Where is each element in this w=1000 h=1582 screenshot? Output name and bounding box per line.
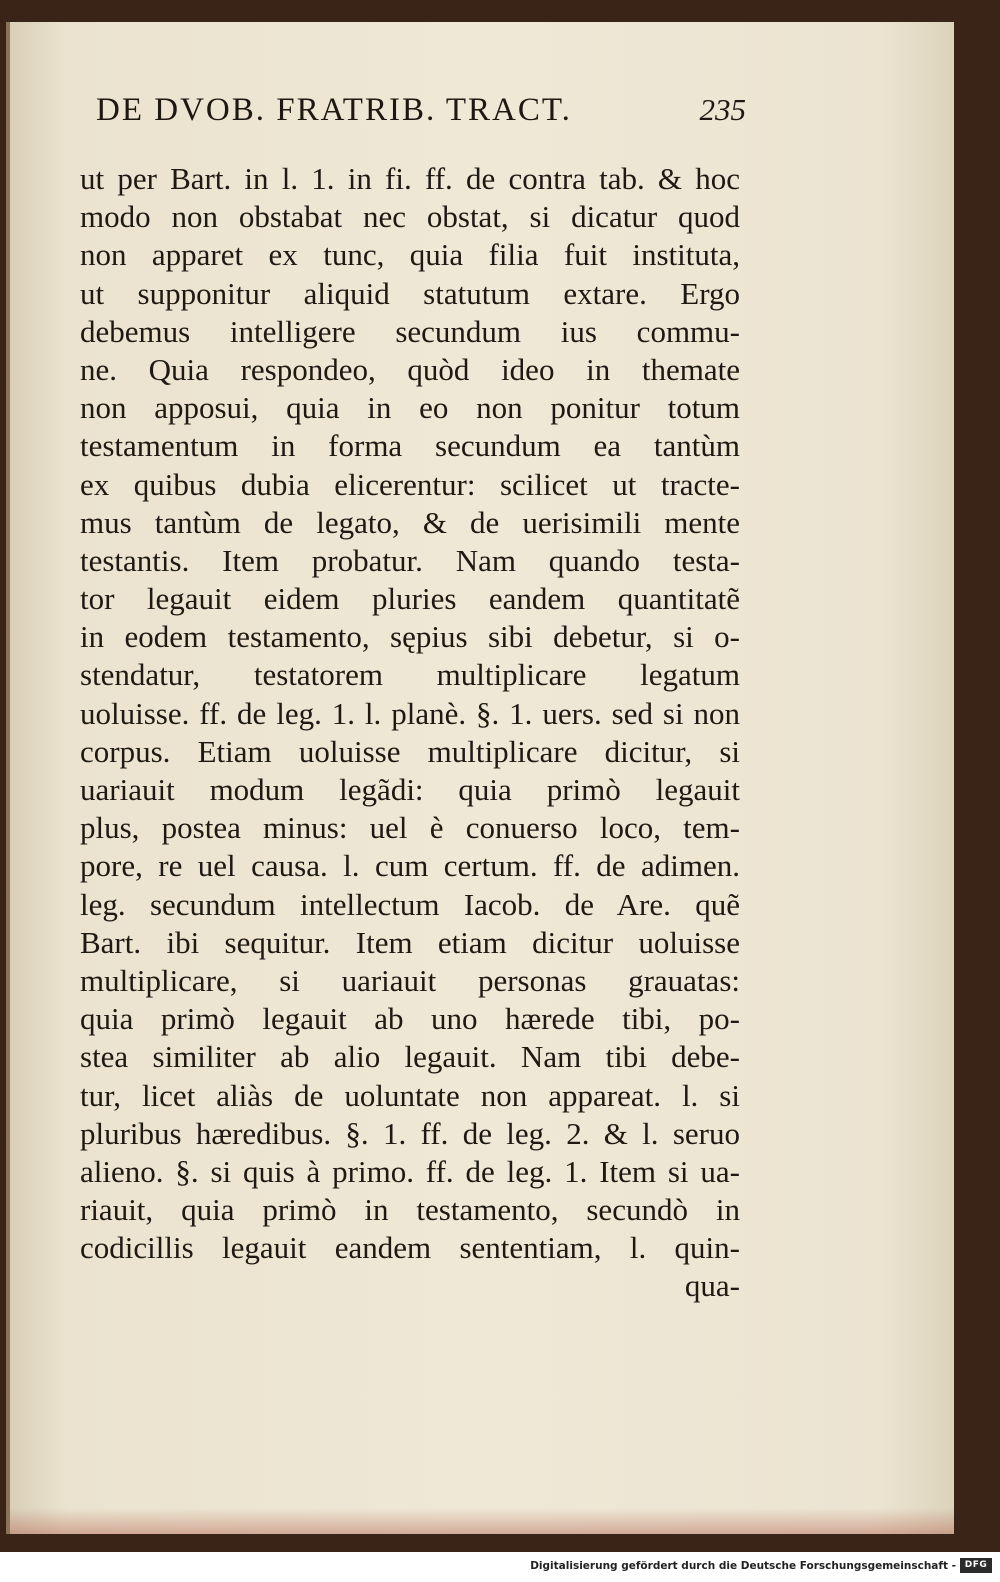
page-header (96, 92, 746, 129)
text-line: corpus. Etiam uoluisse multiplicare dicitur, si (80, 733, 740, 769)
text-line: mus tantùm de legato, & de uerisimili mente (80, 504, 740, 540)
text-line: in eodem testamento, sępius sibi debetur, si o- (80, 619, 740, 655)
text-line: plus, postea minus: uel è conuerso loco, tem- (80, 810, 740, 846)
text-line: modo non obstabat nec obstat, si dicatur quod (80, 199, 740, 235)
text-line: ut supponitur aliquid statutum extare. Ergo (80, 275, 740, 311)
text-line: testamentum in forma secundum ea tantùm (80, 428, 740, 464)
text-line: debemus intelligere secundum ius commu- (80, 313, 740, 349)
running-head: DE DVOB. FRATRIB. TRACT. (96, 92, 572, 128)
dfg-logo: DFG (960, 1558, 992, 1573)
text-line: multiplicare, si uariauit personas grauatas: (80, 962, 740, 998)
body-text (80, 160, 740, 1306)
text-line: stendatur, testatorem multiplicare legatum (80, 657, 740, 693)
text-line: non apposui, quia in eo non ponitur totum (80, 390, 740, 426)
text-line: uoluisse. ff. de leg. 1. l. planè. §. 1. uers. sed si non (80, 695, 740, 731)
digitization-footer (0, 1552, 1000, 1582)
page-number: 235 (699, 92, 746, 127)
text-line: tur, licet aliàs de uoluntate non appareat. l. si (80, 1077, 740, 1113)
text-line: quia primò legauit ab uno hærede tibi, po- (80, 1001, 740, 1037)
text-line: non apparet ex tunc, quia filia fuit instituta, (80, 237, 740, 273)
text-line: tor legauit eidem pluries eandem quantitatẽ (80, 581, 740, 617)
text-line: codicillis legauit eandem sententiam, l. quin- (80, 1230, 740, 1266)
text-line: pore, re uel causa. l. cum certum. ff. de adimen. (80, 848, 740, 884)
text-line: ne. Quia respondeo, quòd ideo in themate (80, 351, 740, 387)
text-line: testantis. Item probatur. Nam quando testa- (80, 542, 740, 578)
text-line: ex quibus dubia elicerentur: scilicet ut tracte- (80, 466, 740, 502)
text-line: ut per Bart. in l. 1. in fi. ff. de contra tab. & hoc (80, 161, 740, 196)
text-line: leg. secundum intellectum Iacob. de Are. quẽ (80, 886, 740, 922)
text-line: riauit, quia primò in testamento, secundò in (80, 1192, 740, 1228)
catchword: qua- (684, 1268, 740, 1304)
funding-credit: Digitalisierung gefördert durch die Deutsche Forschungsgemeinschaft - (530, 1560, 956, 1572)
text-line: stea similiter ab alio legauit. Nam tibi debe- (80, 1039, 740, 1075)
text-line: uariauit modum legãdi: quia primò legauit (80, 772, 740, 807)
text-line: pluribus hæredibus. §. 1. ff. de leg. 2. & l. seruo (80, 1115, 740, 1151)
text-line: Bart. ibi sequitur. Item etiam dicitur uoluisse (80, 924, 740, 960)
text-line: alieno. §. si quis à primo. ff. de leg. 1. Item si ua- (80, 1153, 740, 1189)
